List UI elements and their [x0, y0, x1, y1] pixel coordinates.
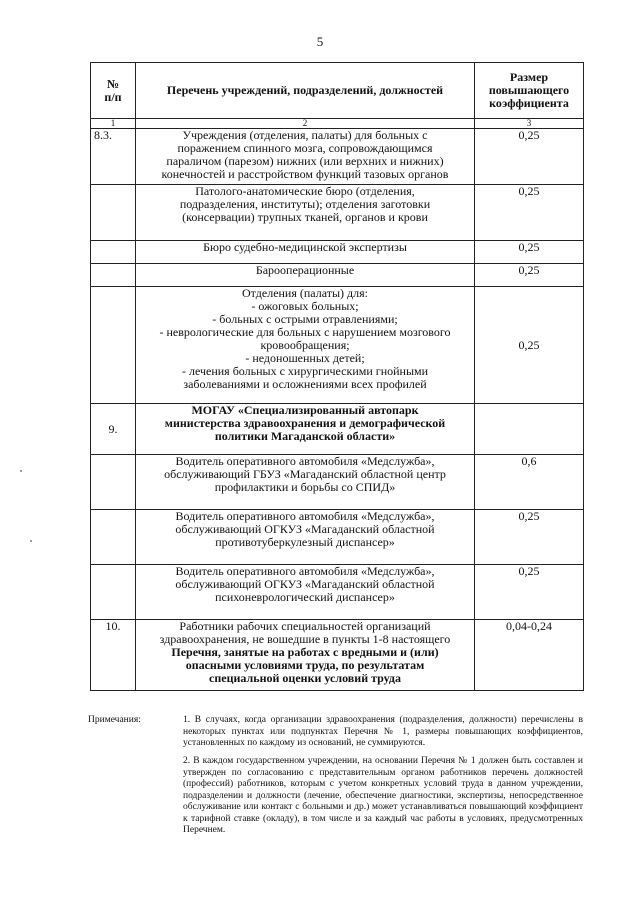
row-number: 10. — [91, 620, 136, 691]
row-coefficient: 0,25 — [475, 287, 584, 404]
header-list: Перечень учреждений, подразделений, должностей — [136, 63, 475, 119]
row-description: Учреждения (отделения, палаты) для больных с поражением спинного мозга, сопровождающимся параличом (парезом) нижних (или верхних и нижних) конечностей и расстройством функций тазовых органов — [136, 129, 475, 185]
note-2: 2. В каждом государственном учреждении, на основании Перечня № 1 должен быть составлен и утвержден по согласованию с представительным органом работников перечень должностей (профессий) работников, которым с учетом конкретных условий труда в данном учреждении, подразделении и должности (лечение, обеспечение диагностики, экспертизы, непосредственное обслуживание или контакт с больными и др.) может устанавливаться повышающий коэффициент к тарифной ставке (окладу), в том числе и за каждый час работы в условиях, предусмотренных Перечнем. — [183, 756, 583, 835]
column-number: 2 — [136, 119, 475, 129]
row-number: 8.3. — [91, 129, 136, 185]
row-description: Водитель оперативного автомобиля «Медслужба», обслуживающий ОГКУЗ «Магаданский областной противотуберкулезный диспансер» — [136, 510, 475, 565]
row-number — [91, 241, 136, 264]
table-row — [91, 241, 584, 264]
row-description: Бюро судебно-медицинской экспертизы — [136, 241, 475, 264]
notes-label: Примечания: — [88, 715, 141, 725]
row-coefficient — [475, 404, 584, 455]
row-number — [91, 565, 136, 620]
table-row — [91, 129, 584, 185]
row-coefficient: 0,04-0,24 — [475, 620, 584, 691]
row-description: Бароoперационные — [136, 264, 475, 287]
table-row — [91, 565, 584, 620]
header-number: № п/п — [91, 63, 136, 119]
table-row — [91, 264, 584, 287]
row-coefficient: 0,25 — [475, 185, 584, 241]
table-row — [91, 510, 584, 565]
table-row — [91, 287, 584, 404]
row-coefficient: 0,25 — [475, 241, 584, 264]
column-number: 1 — [91, 119, 136, 129]
row-number — [91, 287, 136, 404]
row-description: Водитель оперативного автомобиля «Медслужба», обслуживающий ОГКУЗ «Магаданский областной психоневрологический диспансер» — [136, 565, 475, 620]
table-header-row — [91, 63, 584, 119]
note-1: 1. В случаях, когда организации здравоохранения (подразделения, должности) перечислены в некоторых пунктах или подпунктах Перечня № 1, размеры повышающих коэффициентов, установленных по каждому из оснований, не суммируются. — [183, 715, 583, 748]
header-coefficient: Размер повышающего коэффициента — [475, 63, 584, 119]
row-number — [91, 455, 136, 510]
column-numbers-row — [91, 119, 584, 129]
table-row — [91, 455, 584, 510]
table-row — [91, 620, 584, 691]
row-number: 9. — [91, 404, 136, 455]
scan-speck — [20, 470, 22, 472]
row-coefficient: 0,6 — [475, 455, 584, 510]
row-description: Отделения (палаты) для: - ожоговых больных; - больных с острыми отравлениями; - неврологические для больных с нарушением мозгового кровообращения; - недоношенных детей; - лечения больных с хирургическими гнойными заболеваниями и осложнениями всех профилей — [136, 287, 475, 404]
column-number: 3 — [475, 119, 584, 129]
row-coefficient: 0,25 — [475, 264, 584, 287]
table-row — [91, 404, 584, 455]
row-number — [91, 510, 136, 565]
row-coefficient: 0,25 — [475, 565, 584, 620]
page-number: 5 — [316, 34, 324, 49]
row-number — [91, 264, 136, 287]
row-description: Работники рабочих специальностей организаций здравоохранения, не вошедшие в пункты 1-8 настоящего Перечня, занятые на работах с вредными и (или) опасными условиями труда, по результатам специальной оценки условий труда — [136, 620, 475, 691]
row-coefficient: 0,25 — [475, 129, 584, 185]
row-number — [91, 185, 136, 241]
row-description: МОГАУ «Специализированный автопарк министерства здравоохранения и демографической политики Магаданской области» — [136, 404, 475, 455]
coefficients-table — [90, 62, 584, 691]
row-coefficient: 0,25 — [475, 510, 584, 565]
scan-speck — [30, 540, 32, 542]
row-description: Водитель оперативного автомобиля «Медслужба», обслуживающий ГБУЗ «Магаданский областной центр профилактики и борьбы со СПИД» — [136, 455, 475, 510]
row-description: Патолого-анатомические бюро (отделения, подразделения, институты); отделения заготовки (консервации) трупных тканей, органов и крови — [136, 185, 475, 241]
table-row — [91, 185, 584, 241]
